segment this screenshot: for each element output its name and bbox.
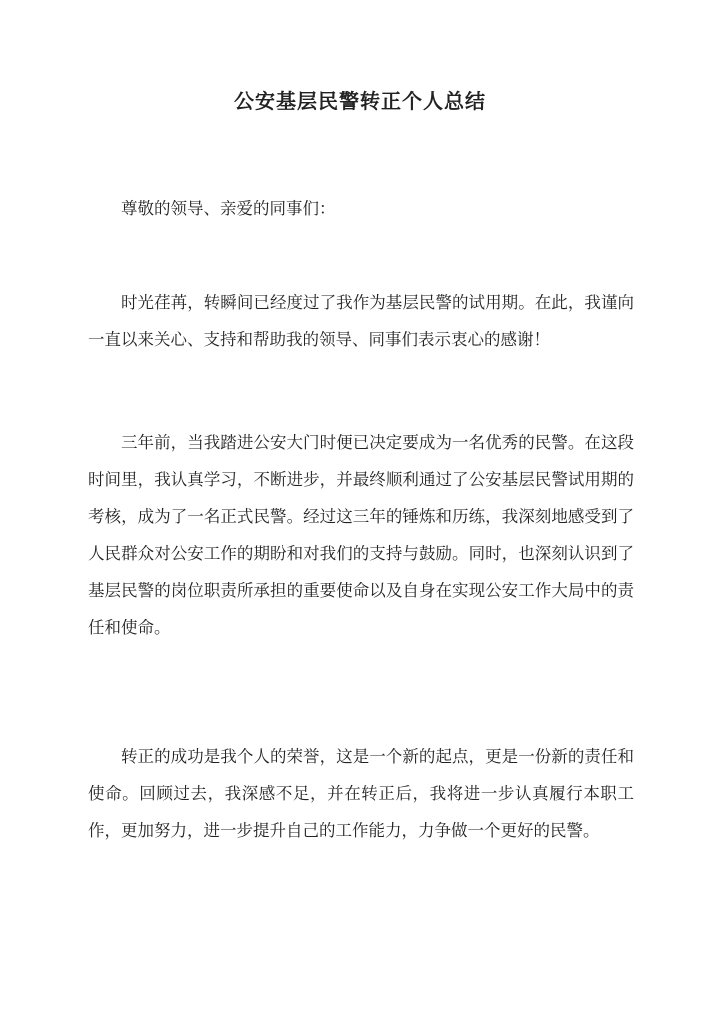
paragraph-3: 转正的成功是我个人的荣誉，这是一个新的起点，更是一份新的责任和使命。回顾过去，我深感不足，并在转正后，我将进一步认真履行本职工作，更加努力，进一步提升自己的工作能力，力争做一个更好的民警。	[88, 747, 634, 840]
document-title: 公安基层民警转正个人总结	[234, 89, 486, 113]
paragraph-1: 时光荏苒，转瞬间已经度过了我作为基层民警的试用期。在此，我谨向一直以来关心、支持和帮助我的领导、同事们表示衷心的感谢！	[88, 293, 634, 349]
greeting-line: 尊敬的领导、亲爱的同事们：	[121, 199, 336, 218]
paragraph-2: 三年前，当我踏进公安大门时便已决定要成为一名优秀的民警。在这段时间里，我认真学习，不断进步，并最终顺利通过了公安基层民警试用期的考核，成为了一名正式民警。经过这三年的锤炼和历练，我深刻地感受到了人民群众对公安工作的期盼和对我们的支持与鼓励。同时，也深刻认识到了基层民警的岗位职责所承担的重要使命以及自身在实现公安工作大局中的责任和使命。	[88, 433, 634, 637]
